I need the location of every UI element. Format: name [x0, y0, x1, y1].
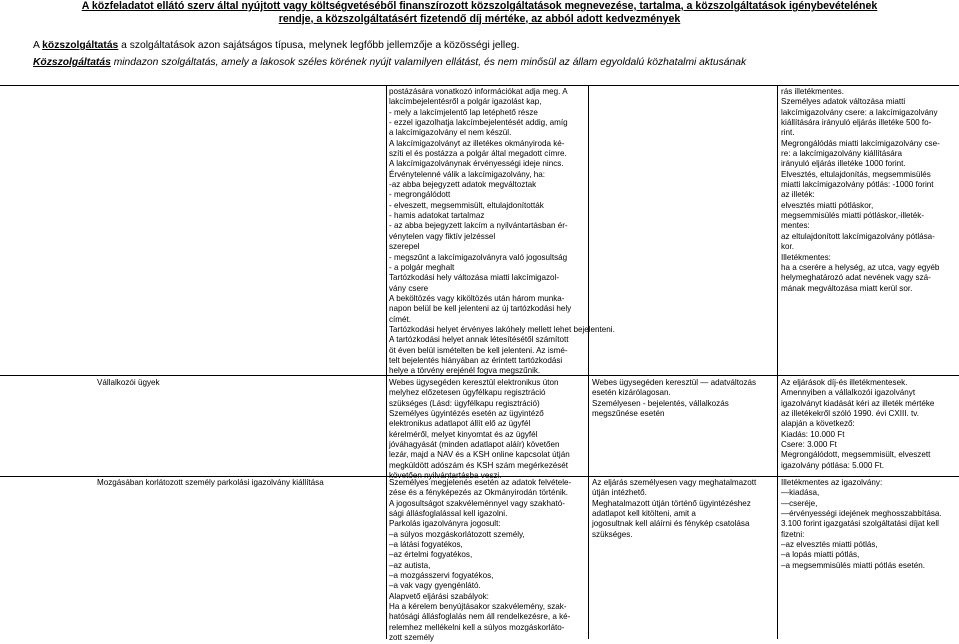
row-1-procedure-line: lezár, majd a NAV és a KSH online kapcsolat útján [389, 450, 570, 460]
row-2-fee-line: 3.100 forint igazgatási szolgáltatási díjat kell [781, 519, 939, 529]
continuation-procedure-line: - elveszett, megsemmisült, eltulajdonították [389, 200, 544, 210]
continuation-fee-line: elvesztés miatti pótláskor, [781, 200, 874, 210]
continuation-fee-line: Illetékmentes: [781, 252, 831, 262]
row-1-procedure-line: jóváhagyását (minden adatlapot aláír) követően [389, 440, 560, 450]
definition-2-text: mindazon szolgáltatás, amely a lakosok széles körének nyújt valamilyen ellátást, és nem minősül az állam egyoldalú közhatalmi aktusának [110, 57, 747, 68]
row-2-procedure-line: Ha a kérelem benyújtásakor szakvélemény, szak- [389, 602, 567, 612]
row-2-procedure-line: zése és a fényképezés az Okmányirodán történik. [389, 488, 569, 498]
row-1-fee-line: igazolvány pótlása: 5.000 Ft. [781, 460, 885, 470]
continuation-procedure-line: Tartózkodási helyet érvényes lakóhely mellett lehet bejelenteni. [389, 324, 615, 334]
row-2-procedure-line: –a mozgásszervi fogyatékos, [389, 571, 494, 581]
continuation-fee-line: mának megváltozása miatt kerül sor. [781, 283, 913, 293]
definition-1-text: a szolgáltatások azon sajátságos típusa, melynek legfőbb jellemzője a közösségi jelleg. [118, 40, 520, 51]
row-2-fee-line: fizetni: [781, 529, 805, 539]
grid-vline-1 [386, 85, 387, 639]
continuation-fee-line: Megrongálódás miatti lakcímigazolvány cse- [781, 138, 940, 148]
row-1-access-line: megszűnése esetén [592, 409, 665, 419]
row-2-procedure-line: hatósági állásfoglalás nem áll rendelkezésre, a ké- [389, 612, 571, 622]
row-1-service-name: Vállalkozói ügyek [97, 378, 160, 387]
row-2-access-line: útján intézhető. [592, 488, 647, 498]
row-2-access-line: szükséges. [592, 529, 633, 539]
continuation-procedure-line: A lakcímigazolványnak érvényességi ideje nincs. [389, 159, 564, 169]
row-1-fee-line: alapján a következő: [781, 419, 855, 429]
row-2-fee-line: —érvényességi idejének meghosszabbítása. [781, 509, 942, 519]
row-1-fee-line: Megrongálódott, megsemmisült, elveszett [781, 450, 931, 460]
continuation-fee-line: megsemmisülés miatti pótláskor,-illeték- [781, 211, 925, 221]
row-2-fee-cell [781, 478, 942, 571]
row-2-procedure-cell [389, 478, 571, 644]
row-2-access-cell [592, 478, 756, 540]
row-2-procedure-line: –az értelmi fogyatékos, [389, 550, 473, 560]
continuation-fee-line: lakcímigazolvány csere: a lakcímigazolvány [781, 107, 938, 117]
continuation-procedure-line: Tartózkodási hely változása miatti lakcímigazol- [389, 273, 560, 283]
row-1-fee-line: Kiadás: 10.000 Ft [781, 429, 845, 439]
row-2-procedure-line: Parkolás igazolványra jogosult: [389, 519, 501, 529]
row-1-fee-line: Csere: 3.000 Ft [781, 440, 837, 450]
continuation-fee-line: helymeghatározó adat nevének vagy szá- [781, 273, 931, 283]
continuation-fee-line: az illeték: [781, 190, 815, 200]
page-title-line-1: A közfeladatot ellátó szerv által nyújtott vagy költségvetéséből finanszírozott közszolgáltatások megnevezése, tartalma, a közszolgáltatások igénybevételének [81, 0, 878, 12]
continuation-procedure-line: - mely a lakcímjelentő lap letéphető része [389, 107, 538, 117]
row-2-fee-line: –a lopás miatti pótlás, [781, 550, 860, 560]
continuation-fee-line: ha a cserére a helység, az utca, vagy egyéb [781, 262, 940, 272]
row-1-access-cell [592, 378, 756, 419]
continuation-procedure-line: A tartózkodási helyet annak létesítésétől számított [389, 335, 569, 345]
row-1-procedure-line: szükséges (Lásd: ügyfélkapu regisztráció) [389, 398, 540, 408]
row-2-fee-line: –a megsemmisülés miatti pótlás esetén. [781, 560, 925, 570]
continuation-fee-line: mentes: [781, 221, 810, 231]
continuation-fee-line: rás illetékmentes. [781, 87, 844, 96]
continuation-procedure-line: - ezzel igazolhatja lakcímbejelentését addig, amíg [389, 118, 568, 128]
continuation-fee-line: re: a lakcímigazolvány kiállítására [781, 149, 903, 159]
continuation-procedure-line: öt éven belül ismételten be kell jelenteni. Az ismé- [389, 345, 568, 355]
definition-2-term: Közszolgáltatás [33, 57, 111, 68]
row-1-procedure-line: melyhez előzetesen ügyfélkapu regisztráció [389, 388, 546, 398]
row-2-access-line: adatlapot kell kitölteni, amit a [592, 509, 696, 519]
row-1-access-line: Személyesen - bejelentés, vállalkozás [592, 398, 729, 408]
continuation-fee-line: miatti lakcímigazolvány pótlás: -1000 forint [781, 180, 934, 190]
row-2-procedure-line: –a vak vagy gyengénlátó. [389, 581, 481, 591]
row-2-procedure-line: zott személy [389, 633, 434, 643]
row-2-fee-line: —kiadása, [781, 488, 820, 498]
row-2-procedure-line: Alapvető eljárási szabályok: [389, 591, 489, 601]
row-1-procedure-line: megküldött adószám és KSH szám megérkezését [389, 460, 569, 470]
continuation-procedure-line: vénytelen vagy fiktív jelzéssel [389, 231, 496, 241]
row-2-procedure-line: Személyes megjelenés esetén az adatok felvétele- [389, 478, 572, 487]
row-2-service-name: Mozgásában korlátozott személy parkolási igazolvány kiállítása [97, 478, 324, 487]
continuation-procedure-line: a lakcímigazolvány el nem készül. [389, 128, 512, 138]
definition-1-prefix: A [33, 40, 43, 51]
continuation-procedure-line: szíti el és postázza a polgár által megadott címre. [389, 149, 567, 159]
continuation-procedure-line: A beköltözés vagy kiköltözés után három munka- [389, 293, 565, 303]
continuation-procedure-line: A lakcímigazolványt az illetékes okmányiroda ké- [389, 138, 565, 148]
row-1-procedure-cell [389, 378, 570, 481]
continuation-fee-line: Elvesztés, eltulajdonítás, megsemmisülés [781, 169, 931, 179]
row-2-procedure-line: relemhez mellékelni kell a súlyos mozgáskorláto- [389, 622, 565, 632]
continuation-procedure-line: napon belül be kell jelenteni az új tartózkodási hely [389, 304, 572, 314]
row-1-procedure-line: követően nyilvántartásba veszi. [389, 471, 502, 481]
definition-2 [33, 56, 933, 69]
continuation-procedure-line: lakcímbejelentésről a polgár igazolást kap, [389, 97, 542, 107]
page-title [0, 0, 959, 25]
row-2-procedure-line: sági állásfoglalással kell igazolni. [389, 509, 508, 519]
continuation-procedure-line: postázására vonatkozó információkat adja meg. A [389, 87, 568, 96]
continuation-procedure-line: - a polgár meghalt [389, 262, 455, 272]
row-2-access-line: Meghatalmazott útján történő ügyintézéshez [592, 498, 751, 508]
row-1-procedure-line: kérelméről, melyet kinyomtat és az ügyfél [389, 429, 538, 439]
continuation-procedure-line: Érvénytelenné válik a lakcímigazolvány, ha: [389, 169, 545, 179]
row-2-access-line: Az eljárás személyesen vagy meghatalmazott [592, 478, 757, 487]
row-2-fee-line: –az elvesztés miatti pótlás, [781, 540, 878, 550]
continuation-procedure-line: -az abba bejegyzett adatok megváltoztak [389, 180, 537, 190]
row-2-procedure-line: –a látási fogyatékos, [389, 540, 463, 550]
grid-vline-3 [777, 85, 778, 639]
grid-hline-top [0, 85, 959, 86]
row-1-procedure-line: Személyes ügyintézés esetén az ügyintéző [389, 409, 544, 419]
page-title-line-2: rendje, a közszolgáltatásért fizetendő díj mértéke, az abból adott kedvezmények [278, 12, 681, 25]
row-1-procedure-line: Webes ügysegéden keresztül elektronikus úton [389, 378, 559, 387]
continuation-fee-cell [781, 87, 940, 294]
row-1-fee-line: Az eljárások díj-és illetékmentesek. [781, 378, 908, 387]
row-2-fee-line: Illetékmentes az igazolvány: [781, 478, 883, 487]
continuation-fee-line: Személyes adatok változása miatti [781, 97, 906, 107]
continuation-procedure-line: címét. [389, 314, 412, 324]
row-2-procedure-line: –a súlyos mozgáskorlátozott személy, [389, 529, 525, 539]
continuation-fee-line: kor. [781, 242, 795, 252]
row-2-procedure-line: A jogosultságot szakvéleménnyel vagy szakható- [389, 498, 565, 508]
continuation-procedure-line: - hamis adatokat tartalmaz [389, 211, 485, 221]
row-1-fee-line: az illetékekről szóló 1990. évi CXIII. tv. [781, 409, 919, 419]
continuation-fee-line: irányuló eljárás illetéke 1000 forint. [781, 159, 906, 169]
row-1-fee-line: igazolványt kiadását kéri az illeték mértéke [781, 398, 935, 408]
continuation-procedure-cell [389, 87, 615, 377]
continuation-fee-line: az eltulajdonított lakcímigazolvány pótlása- [781, 231, 935, 241]
continuation-fee-line: kiállítására irányuló eljárás illetéke 500 fo- [781, 118, 932, 128]
row-2-procedure-line: –az autista, [389, 560, 431, 570]
row-1-access-line: esetén kizárólagosan. [592, 388, 671, 398]
continuation-procedure-line: helye a törvény erejénél fogva megszűnik. [389, 366, 541, 376]
row-2-access-line: jogosultnak kell aláírni és fénykép csatolása [592, 519, 750, 529]
row-1-procedure-line: elektronikus adatlapot állít elő az ügyfél [389, 419, 531, 429]
continuation-procedure-line: vány csere [389, 283, 429, 293]
row-1-fee-line: Amennyiben a vállalkozói igazolványt [781, 388, 916, 398]
continuation-procedure-line: szerepel [389, 242, 420, 252]
continuation-procedure-line: telt bejelentés hiányában az érintett tartózkodási [389, 355, 563, 365]
continuation-procedure-line: - az abba bejegyzett lakcím a nyilvántartásban ér- [389, 221, 568, 231]
continuation-fee-line: rint. [781, 128, 795, 138]
row-1-fee-cell [781, 378, 934, 471]
definition-1 [33, 39, 933, 52]
continuation-procedure-line: - megrongálódott [389, 190, 451, 200]
continuation-procedure-line: - megszűnt a lakcímigazolványra való jogosultság [389, 252, 568, 262]
row-1-access-line: Webes ügysegéden keresztül — adatváltozás [592, 378, 757, 387]
definition-1-term: közszolgáltatás [42, 40, 119, 51]
row-2-fee-line: —cseréje, [781, 498, 818, 508]
